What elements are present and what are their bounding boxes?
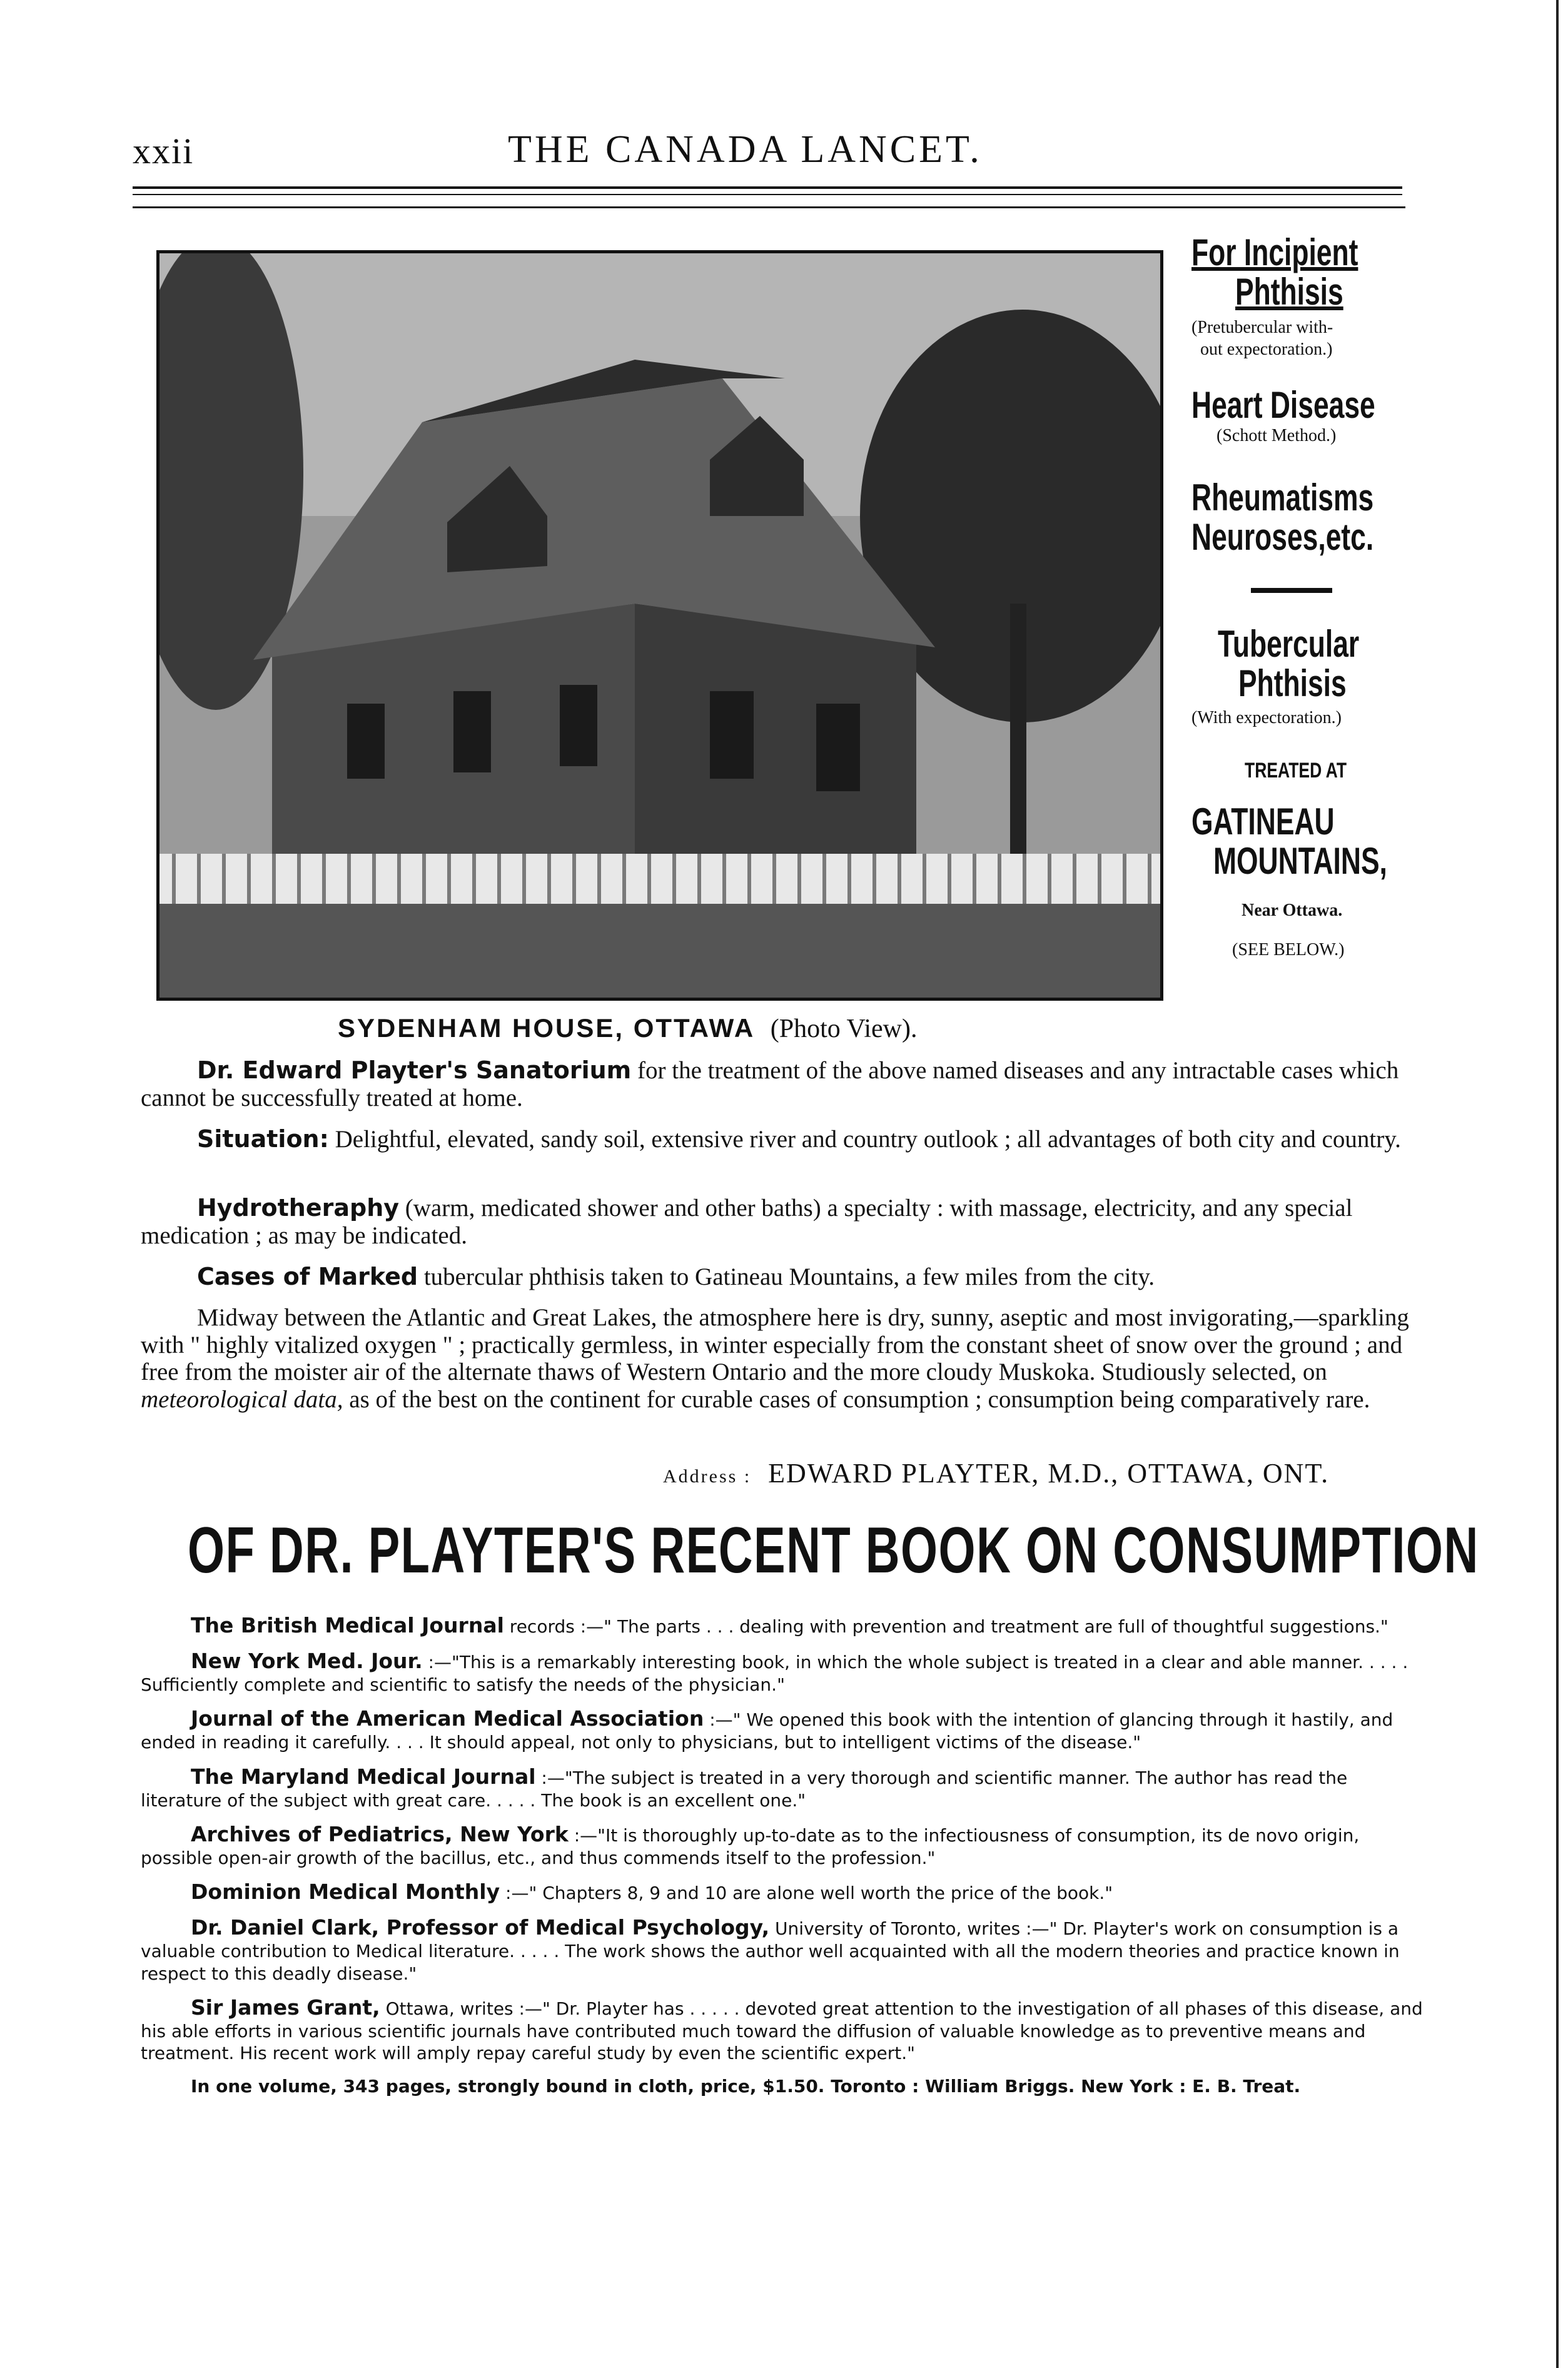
review-text: :—"The subject is treated in a very thorough and scientific manner. The author has read the literature of the subject with great care. . . . . The book is an excellent one." xyxy=(141,1767,1348,1811)
location-gatineau: GATINEAU xyxy=(1191,801,1335,842)
climate-italic: meteorological data, xyxy=(141,1386,343,1414)
condition-title: Tubercular xyxy=(1218,623,1360,665)
book-footer: In one volume, 343 pages, strongly bound in cloth, price, $1.50. Toronto : William Briggs. New York : E. B. Treat. xyxy=(191,2075,1301,2097)
condition-note: (Pretubercular with- xyxy=(1191,318,1333,337)
house-illustration xyxy=(159,253,1160,998)
review-list xyxy=(141,1614,1429,2097)
section-rule xyxy=(133,206,1405,208)
photo-caption xyxy=(338,1013,917,1044)
paragraph-hydrotherapy xyxy=(141,1195,1423,1249)
review-text: :—" We opened this book with the intention of glancing through it hastily, and ended in reading it carefully. . . . It should appeal, not only to physicians, but to intelligent victims of the disease." xyxy=(141,1709,1393,1753)
paragraph-climate xyxy=(141,1304,1423,1414)
sydenham-house-photo xyxy=(156,250,1163,1001)
sanatorium-lead: Dr. Edward Playter's Sanatorium xyxy=(197,1056,632,1084)
paragraph-sanatorium xyxy=(141,1057,1423,1111)
climate-text-a: Midway between the Atlantic and Great Lakes, the atmosphere here is dry, sunny, aseptic and most invigorating,—sparkling with " highly vitalized oxygen " ; practically germless, in winter especially from the constant sheet of snow over the ground ; and free from the moister air of the alternate thaws of Western Ontario and the more cloudy Muskoka. Studiously selected, on xyxy=(141,1304,1409,1386)
review-source: The British Medical Journal xyxy=(191,1613,504,1637)
sidebar-divider xyxy=(1251,588,1332,593)
review-text: records :—" The parts . . . dealing with prevention and treatment are full of thoughtful suggestions." xyxy=(503,1616,1388,1637)
caption-title: SYDENHAM HOUSE, OTTAWA xyxy=(338,1013,756,1043)
condition-title: Rheumatisms xyxy=(1191,477,1374,519)
condition-note: out expectoration.) xyxy=(1200,340,1333,359)
page-edge-line xyxy=(1556,0,1559,2368)
review-text: :—"It is thoroughly up-to-date as to the infectiousness of consumption, its de novo origin, possible open-air growth of the bacillus, etc., and thus commends itself to the profession." xyxy=(141,1824,1360,1868)
situation-text: Delightful, elevated, sandy soil, extensive river and country outlook ; all advantages of both city and country. xyxy=(328,1126,1401,1153)
address-text: EDWARD PLAYTER, M.D., OTTAWA, ONT. xyxy=(768,1458,1330,1489)
condition-title: Neuroses,etc. xyxy=(1191,516,1374,558)
conditions-sidebar xyxy=(1191,233,1429,961)
review-source: Sir James Grant, xyxy=(191,1995,380,2020)
paragraph-marked-cases xyxy=(141,1263,1423,1291)
address-label: Address : xyxy=(663,1466,752,1487)
climate-text-b: as of the best on the continent for curable cases of consumption ; consumption being comparatively rare. xyxy=(343,1386,1370,1414)
review-item xyxy=(141,1880,1429,1905)
review-item xyxy=(141,1823,1429,1869)
marked-cases-text: tubercular phthisis taken to Gatineau Mountains, a few miles from the city. xyxy=(418,1263,1155,1290)
review-text: :—"This is a remarkably interesting book, in which the whole subject is treated in a clear and able manner. . . . . Sufficiently complete and scientific to satisfy the needs of the physician." xyxy=(141,1651,1409,1695)
see-below: (SEE BELOW.) xyxy=(1232,940,1345,959)
review-text: Ottawa, writes :—" Dr. Playter has . . . . . devoted great attention to the investigation of all phases of this disease, and his able efforts in various scientific journals have contributed much toward the diffusion of valuable knowledge as to preventive means and treatment. His recent work will amply repay careful study by even the scientific expert." xyxy=(141,1998,1423,2064)
review-source: The Maryland Medical Journal xyxy=(191,1764,536,1789)
condition-title: Phthisis xyxy=(1235,271,1343,313)
review-text: University of Toronto, writes :—" Dr. Playter's work on consumption is a valuable contribution to Medical literature. . . . . The work shows the author well acquainted with all the modern theories and practice known in respect to this deadly disease." xyxy=(141,1918,1400,1984)
condition-note: (With expectoration.) xyxy=(1191,708,1342,727)
review-item xyxy=(141,1765,1429,1811)
review-source: Journal of the American Medical Association xyxy=(191,1706,704,1731)
caption-subtitle: (Photo View). xyxy=(770,1014,918,1043)
paragraph-situation xyxy=(141,1126,1423,1153)
review-item xyxy=(141,1996,1429,2065)
review-item xyxy=(141,1649,1429,1696)
review-source: Archives of Pediatrics, New York xyxy=(191,1821,569,1846)
running-title: THE CANADA LANCET. xyxy=(508,128,983,171)
address-line xyxy=(663,1457,1329,1489)
review-source: Dominion Medical Monthly xyxy=(191,1880,500,1905)
condition-title: Phthisis xyxy=(1238,662,1347,704)
review-item xyxy=(141,1916,1429,1985)
condition-note: (Schott Method.) xyxy=(1216,426,1337,445)
header-rule-thin xyxy=(133,194,1402,195)
header-rule xyxy=(133,186,1402,189)
page-number: xxii xyxy=(133,131,195,171)
review-text: :—" Chapters 8, 9 and 10 are alone well worth the price of the book." xyxy=(500,1883,1113,1904)
review-item xyxy=(141,1614,1429,1638)
review-item xyxy=(141,1707,1429,1753)
review-source: Dr. Daniel Clark, Professor of Medical Psychology, xyxy=(191,1915,770,1940)
near-ottawa: Near Ottawa. xyxy=(1242,901,1343,920)
treated-at-label: TREATED AT xyxy=(1245,759,1347,782)
marked-cases-lead: Cases of Marked xyxy=(197,1263,418,1290)
condition-title: Heart Disease xyxy=(1191,384,1375,426)
location-mountains: MOUNTAINS, xyxy=(1213,840,1387,882)
hydrotherapy-lead: Hydrotheraphy xyxy=(197,1194,400,1222)
book-title: OF DR. PLAYTER'S RECENT BOOK ON CONSUMPTION xyxy=(188,1514,1479,1587)
situation-lead: Situation: xyxy=(197,1125,329,1153)
review-source: New York Med. Jour. xyxy=(191,1648,423,1673)
condition-title: For Incipient xyxy=(1191,231,1358,273)
hydrotherapy-text: (warm, medicated shower and other baths) a specialty : with massage, electricity, and any special medication ; as may be indicated. xyxy=(141,1195,1353,1249)
sanatorium-text: for the treatment of the above named diseases and any intractable cases which cannot be successfully treated at home. xyxy=(141,1057,1399,1111)
